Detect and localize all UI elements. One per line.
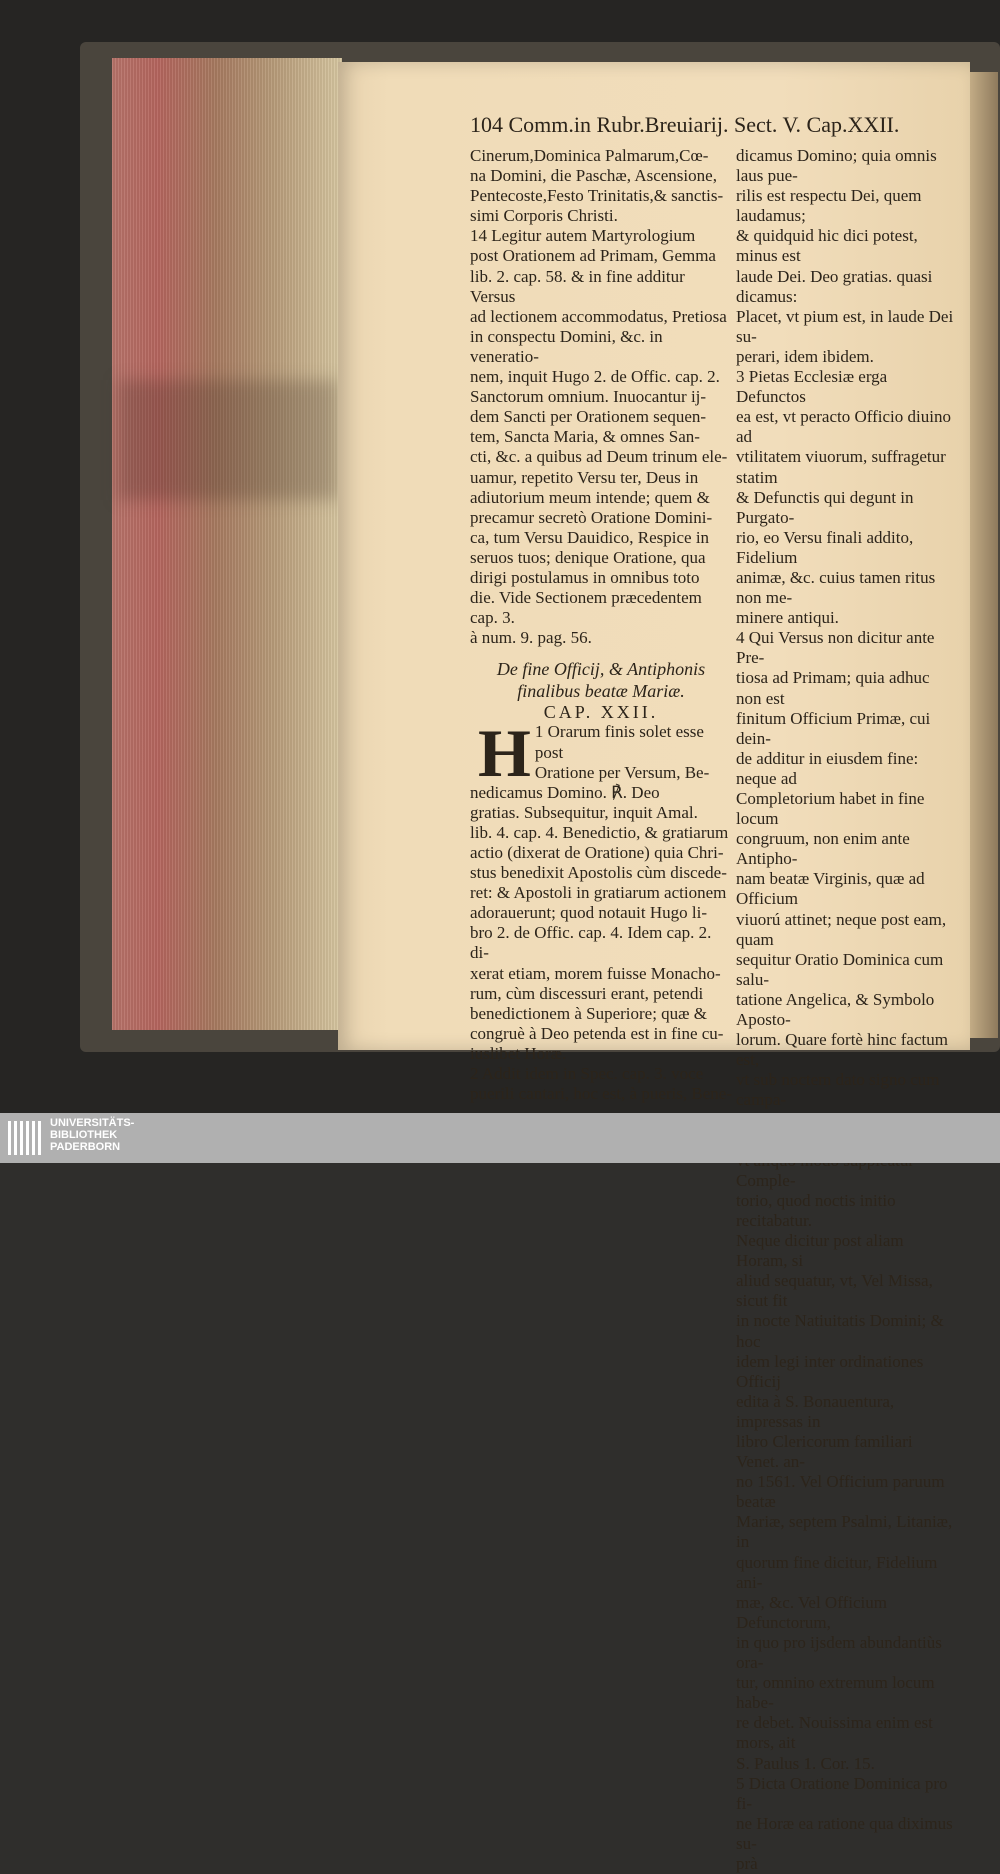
c2-line: Mariæ, septem Psalmi, Litaniæ, in xyxy=(736,1512,953,1552)
c1b-line: 1 Orarum finis solet esse post xyxy=(534,722,704,762)
c2-line: libro Clericorum familiari Venet. an- xyxy=(736,1432,913,1472)
c1a-line: uamur, repetito Versu ter, Deus in xyxy=(470,467,699,487)
c1b-line: bro 2. de Offic. cap. 4. Idem cap. 2. di- xyxy=(470,923,712,963)
c1a-line: dirigi postulamus in omnibus toto xyxy=(470,567,700,587)
c1a-line: à num. 9. pag. 56. xyxy=(470,628,592,648)
c2-line: finitum Officium Primæ, cui dein- xyxy=(736,708,931,748)
c1b-line: benedictionem à Superiore; quæ & xyxy=(470,1003,707,1023)
c1a-line: Cinerum,Dominica Palmarum,Cœ- xyxy=(470,146,709,165)
chapter-body xyxy=(470,715,732,1104)
c2-line: quorum fine dicitur, Fidelium ani- xyxy=(736,1552,938,1592)
c1b-line: adorauerunt; quod notauit Hugo li- xyxy=(470,903,708,923)
c2-line: ne Horæ ea ratione qua diximus su- xyxy=(736,1813,953,1853)
c1b-line: gratias. Subsequitur, inquit Amal. xyxy=(470,802,698,822)
c2-line: & Defunctis qui degunt in Purgato- xyxy=(736,487,914,527)
c1a-line: 14 Legitur autem Martyrologium xyxy=(470,226,696,246)
c1a-line: ad lectionem accommodatus, Pretiosa xyxy=(470,306,727,326)
library-logo-icon xyxy=(8,1121,48,1155)
c2-line: in nocte Natiuitatis Domini; & hoc xyxy=(736,1311,944,1351)
c1b-line: puerili cantari, hoc est, à pueris, Bene- xyxy=(470,1084,732,1104)
library-footer xyxy=(0,1113,1000,1163)
c2-line: 4 Qui Versus non dicitur ante Pre- xyxy=(736,628,935,668)
c2-line: aliud sequatur, vt, Vel Missa, sicut fit xyxy=(736,1271,933,1311)
c2-line: S. Paulus 1. Cor. 15. xyxy=(736,1753,875,1773)
c1a-line: adiutorium meum intende; quem & xyxy=(470,487,710,507)
c1b-line: iuslibet Horæ. xyxy=(470,1043,567,1063)
library-name xyxy=(50,1117,134,1153)
c2-line: mæ, &c. Vel Officium Defunctorum, xyxy=(736,1592,887,1632)
c2-line: viuorú attinet; neque post eam, quam xyxy=(736,909,947,949)
c2-line: lorum. Quare fortè hinc factum est, xyxy=(736,1030,948,1070)
c2-line: congruum, non enim ante Antipho- xyxy=(736,829,910,869)
c2-line: 3 Pietas Ecclesiæ erga Defunctos xyxy=(736,367,888,407)
chapter-heading xyxy=(470,658,732,722)
c2-line: vtilitatem viuorum, suffragetur statim xyxy=(736,447,946,487)
c2-line: idem legi inter ordinationes Officij xyxy=(736,1351,924,1391)
heading-line-1: De fine Officij, & Antiphonis xyxy=(496,659,706,680)
c1a-line: na Domini, die Paschæ, Ascensione, xyxy=(470,166,717,186)
c2-line: tatione Angelica, & Symbolo Aposto- xyxy=(736,989,935,1030)
c1a-line: dem Sancti per Orationem sequen- xyxy=(470,407,707,427)
c1a-line: Sanctorum omnium. Inuocantur ij- xyxy=(470,387,707,407)
c2-line: nam beatæ Virginis, quæ ad Officium xyxy=(736,869,925,909)
right-column xyxy=(736,146,956,1874)
c1b-line: ret: & Apostoli in gratiarum actionem xyxy=(470,883,727,903)
c2-line: 5 Dicta Oratione Dominica pro fi- xyxy=(736,1773,948,1813)
c1a-line: seruos tuos; denique Oratione, qua xyxy=(470,547,706,567)
c2-line: Placet, vt pium est, in laude Dei su- xyxy=(736,306,954,346)
c2-line: no 1561. Vel Officium paruum beatæ xyxy=(736,1472,945,1512)
footer-line-1: UNIVERSITÄTS- xyxy=(50,1117,135,1129)
heading-line-2: finalibus beatæ Mariæ. xyxy=(517,681,685,702)
c1b-line: lib. 4. cap. 4. Benedictio, & gratiarum xyxy=(470,822,729,842)
c1b-line: xerat etiam, morem fuisse Monacho- xyxy=(470,963,721,983)
c2-line: prà xyxy=(736,1853,758,1873)
c1b-line: Oratione per Versum, Be- xyxy=(534,762,710,782)
c2-line: tiosa ad Primam; quia adhuc non est xyxy=(736,668,930,708)
left-column xyxy=(470,146,732,1104)
page-header: 104 Comm.in Rubr.Breuiarij. Sect. V. Cap.XXII. xyxy=(470,112,900,137)
c1b-line: nedicamus Domino. ℟. Deo xyxy=(470,782,660,802)
c1a-line: in conspectu Domini, &c. in veneratio- xyxy=(470,326,663,366)
c2-line: minere antiqui. xyxy=(736,608,839,628)
c2-line: edita à S. Bonauentura, impressas in xyxy=(736,1391,895,1431)
c2-line: rio, eo Versu finali addito, Fidelium xyxy=(736,527,914,567)
c2-line: in quo pro ijsdem abundantiùs ora- xyxy=(736,1632,942,1673)
c2-line: dicamus Domino; quia omnis laus pue- xyxy=(736,146,937,186)
c2-line: sequitur Oratio Dominica cum salu- xyxy=(736,949,944,989)
c2-line: Completorium habet in fine locum xyxy=(736,789,925,829)
c1b-line: stus benedixit Apostolis cùm discede- xyxy=(470,863,727,883)
c1b-line: 2 Addit idem in Spec. cap. 3. voce xyxy=(470,1064,704,1084)
c2-line: torio, quod noctis initio recitabatur. xyxy=(736,1190,896,1230)
c2-line: tur, omnino extremum locum habe- xyxy=(736,1673,935,1713)
c1b-line: congruè à Deo petenda est in fine cu- xyxy=(470,1023,724,1043)
c1a-line: nem, inquit Hugo 2. de Offic. cap. 2. xyxy=(470,367,720,387)
c2-line: Neque dicitur post aliam Horam, si xyxy=(736,1231,904,1271)
c1b-line: rum, cùm discessuri erant, petendi xyxy=(470,983,704,1003)
c2-line: laude Dei. Deo gratias. quasi dicamus: xyxy=(736,266,933,306)
c1a-line: die. Vide Sectionem præcedentem cap. 3. xyxy=(470,588,702,628)
c1a-line: cti, &c. a quibus ad Deum trinum ele- xyxy=(470,447,728,467)
footer-line-2: BIBLIOTHEK xyxy=(50,1129,118,1141)
c1a-line: lib. 2. cap. 58. & in fine additur Versus xyxy=(470,266,685,306)
c2-line: vt sub noctem dato signo cum campa- xyxy=(736,1070,940,1110)
c1a-line: precamur secretò Oratione Domini- xyxy=(470,507,713,527)
c2-line: de additur in eiusdem fine: neque ad xyxy=(736,748,919,788)
c1a-line: post Orationem ad Primam, Gemma xyxy=(470,246,716,266)
c2-line: ea est, vt peracto Officio diuino ad xyxy=(736,407,951,447)
c2-line: perari, idem ibidem. xyxy=(736,346,874,366)
right-page-edge xyxy=(968,72,998,1038)
left-column-top xyxy=(470,146,732,648)
c2-line: & quidquid hic dici potest, minus est xyxy=(736,226,918,266)
footer-line-3: PADERBORN xyxy=(50,1141,121,1153)
c2-line: rilis est respectu Dei, quem laudamus; xyxy=(736,186,922,226)
c2-line: Comple- xyxy=(736,1170,796,1190)
c1a-line: simi Corporis Christi. xyxy=(470,206,618,226)
c1a-line: ca, tum Versu Dauidico, Respice in xyxy=(470,527,710,547)
c2-line: re debet. Nouissima enim est mors, ait xyxy=(736,1713,933,1753)
edge-stain xyxy=(118,380,338,500)
c1b-line: actio (dixerat de Oratione) quia Chri- xyxy=(470,843,724,862)
page-edges xyxy=(112,58,342,1030)
chapter-number: CAP. XXII. xyxy=(543,702,659,723)
c1a-line: tem, Sancta Maria, & omnes San- xyxy=(470,427,700,447)
c1a-line: Pentecoste,Festo Trinitatis,& sanctis- xyxy=(470,186,724,206)
c2-line: animæ, &c. cuius tamen ritus non me- xyxy=(736,567,936,608)
dropcap-letter: H xyxy=(478,715,531,792)
